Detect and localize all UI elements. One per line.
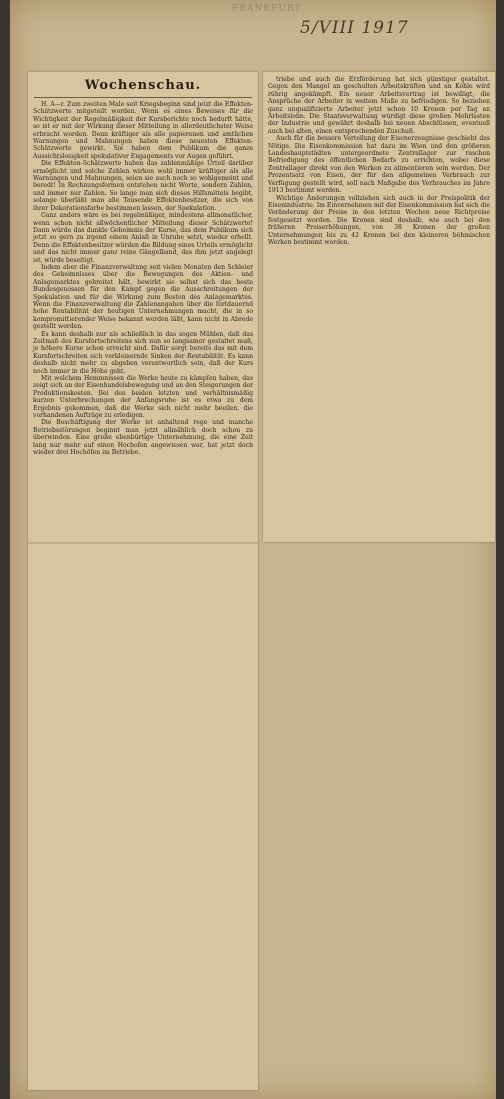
heading-rule (34, 97, 252, 98)
right-column-text (263, 72, 495, 246)
left-column-text (28, 101, 258, 457)
paragraph: Ganz anders wäre es bei regelmäßiger, mindestens allmonatlicher, wenn schon nicht allwöchentlicher Mitteilung dieser Schätzwerte! Dann würde das dunkle Geheimnis der Kurse, das dem Publikum sich jetzt so gern zu irgend einem Anlaß in Unruhe setzt, wieder erhellt. Denn die Effektenbesitzer würden die Bildung eines Urteils ermöglicht und das nicht immer ganz reine Gängelband, das ihm jetzt angelegt ist, würde beseitigt. (33, 212, 253, 264)
paragraph: Es kann deshalb nur als schließlich in das sogen Mühlen, daß das Zeitmaß des Kursfortschreitens sich nun so langsamer gestaltet muß, je höhere Kurse schon erreicht sind. Dafür sorgt bereits das mit dem Kursfortschreiten sich verkleinernde Sinken der Rentabilität. Es kann deshalb nicht mehr zu abgeben verantwortlich sein, daß der Kurs noch immer in die Höhe geht. (33, 330, 253, 375)
handwritten-date: 5/VIII 1917 (300, 18, 409, 38)
clipping-left-column (28, 72, 258, 1090)
paragraph: triebe und auch die Erzförderung hat sich günstiger gestaltet. Gegen den Mangel an geschulten Arbeitskräften und an Kohle wird rührig angekämpft. Ein neuer Arbeitsvertrag ist bewilligt, die Ansprüche der Arbeiter in weitem Maße zu befriedigen. So beziehen ganz unqualifizierte Arbeiter jetzt schon 10 Kronen per Tag an Arbeitslohn. Die Staatsverwaltung würdigt diese großen Mehrlasten der Industrie und gewährt deshalb bei neuen Abschlüssen, eventuell auch bei alten, einen entsprechenden Zuschuß. (268, 76, 490, 135)
library-stamp: FRANKFURT (232, 4, 302, 14)
paragraph: Indem aber die Finanzverwaltung seit vielen Monaten den Schleier des Geheimnisses über die Bewegungen des Aktien- und Anlagemarktes gebreitet hält, bewirkt sie selbst sich das beste Bundesgenossen für den Kampf gegen die Ausschreitungen der Spekulation und für die Wirkung zum Besten des Anlagemarktes. Wenn die Finanzverwaltung die Zahlenangaben über die fortdauernd hohe Rentabilität der heutigen Unternehmungen macht, die in so kompromittierender Weise bekannt werden läßt, kann nicht in Abrede gestellt werden. (33, 263, 253, 331)
paragraph: Auch für die bessere Verteilung der Eisenerzeugnisse geschieht das Nötige. Die Eisenkommission hat dazu im Wien und den größeren Landeshauptstädten untergeordnete Zentrallager zur raschen Befriedigung des öffentlichen Bedarfs zu errichten, wobei diese Zentrallager direkt von den Werken zu alimentieren sein werden. Der Prozentsatz von Eisen, der für den allgemeinen Verbrauch zur Verfügung gestellt wird, soll nach Maßgabe des Verbrauches im Jahre 1913 bestimmt werden. (268, 135, 490, 195)
clipping-right-column (263, 72, 495, 542)
paper-crease (28, 542, 258, 544)
paragraph: Die Beschäftigung der Werke ist anhaltend rege und manche Betriebsstörungen beginnt man jetzt allmählich doch schon zu überwinden. Eine große ebenbürtige Unternehmung, die eine Zeit lang nur mehr auf einen Hochofen angewiesen war, hat jetzt doch wieder drei Hochöfen im Betriebe. (33, 419, 253, 457)
article-heading: Wochenschau. (84, 78, 202, 93)
paragraph: H. A—r. Zum zweiten Male seit Kriegsbeginn sind jetzt die Effekten-Schätzwerte mitgeteilt worden. Wenn es eines Beweises für die Wichtigkeit der Regelmäßigkeit der Kursberichte noch bedurft hätte, so ist er mit der Wirkung dieser Mitteilung in allerdeutlichster Weise erbracht worden. Denn kräftiger als alle papierenen und amtlichen Warnungen und Mahnungen haben diese neuesten Effekten-Schätzwerte gewirkt. Sie haben dem Publikum die ganze Aussichtslosigkeit spekulativer Engagements vor Augen geführt. (33, 101, 253, 160)
paragraph: Die Effekten-Schätzwerte haben das zahlenmäßige Urteil darüber ermöglicht und solche Zahlen wirken wohl immer kräftiger als alle Warnungen und Mahnungen, seien sie auch noch so wohlgemeint und beredt! In Rechnungsformen entstehen nicht Worte, sondern Zahlen, und immer nur Zahlen. So lange man sich dieses Hilfsmittels begibt, solange überläßt man alle Tausende Effektenbesitzer, die sich von ihrer Dekorationsfarbe bestimmen lassen, der Spekulation. (33, 160, 253, 212)
paragraph: Mit welchem Hemmnissen die Werke heute zu kämpfen haben, das zeigt sich an der Eisenhandelsbewegung und an den Steigerungen der Produktionskosten. Bei den beiden letzten und verhältnismäßig kurzen Unterbrechungen der Anfangsruhe ist es etwa zu dem Ergebnis gekommen, daß die Werke sich nicht mehr beeilen, die vorhandenen Aufträge zu erledigen. (33, 375, 253, 420)
paragraph: Wichtige Änderungen vollziehen sich auch in der Preispolitik der Eisenindustrie. Im Einvernehmen mit der Eisenkommission hat sich die Veränderung der Preise in den letzten Wochen neue Richtpreise festgesetzt worden. Die Kronen sind deshalb, wie auch bei den früheren Preiserhöhungen, von 38 Kronen der großen Unternehmungen bis zu 42 Kronen bei den kleineren böhmischen Werken bestimmt worden. (268, 194, 490, 246)
